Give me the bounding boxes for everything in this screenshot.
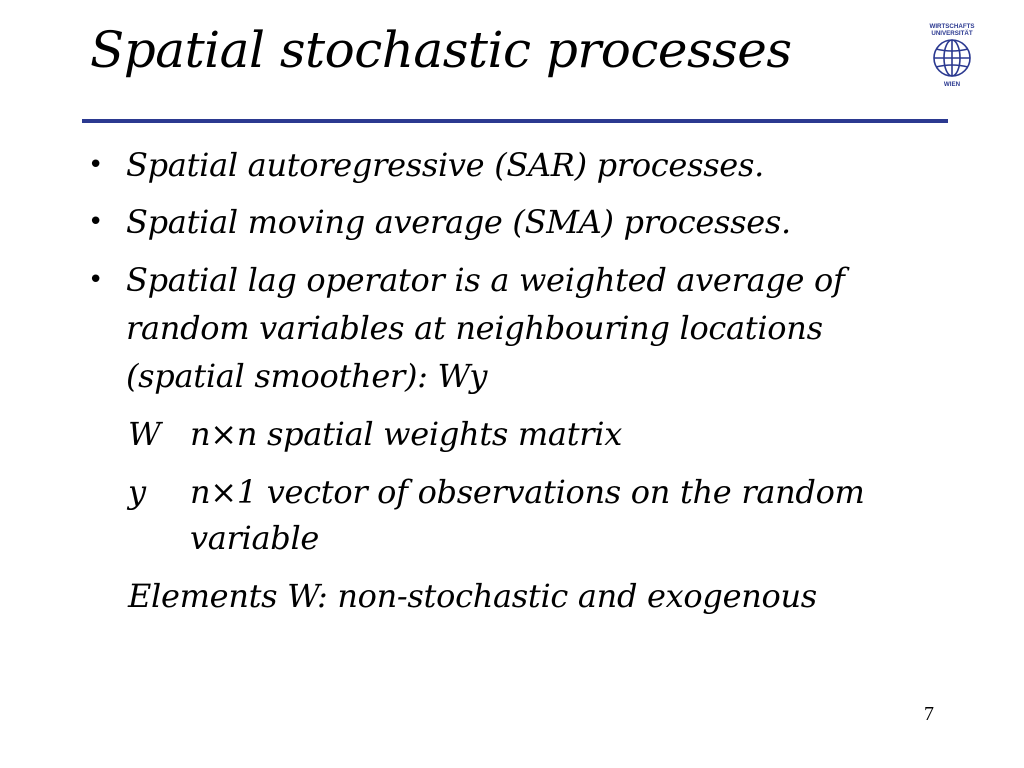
bullet-text: Spatial moving average (SMA) processes. — [126, 203, 791, 241]
definition-text: variable — [190, 519, 320, 557]
bullet-marker: • — [88, 150, 104, 180]
definition-symbol: y — [128, 473, 147, 511]
page-number: 7 — [924, 703, 934, 725]
bullet-marker: • — [88, 207, 104, 237]
logo-middle-text: UNIVERSITÄT — [931, 30, 973, 37]
slide-title: Spatial stochastic processes — [90, 21, 792, 79]
note-text: Elements W: non-stochastic and exogenous — [128, 577, 817, 615]
bullet-text-line: random variables at neighbouring locations — [126, 309, 823, 347]
logo-top-text: WIRTSCHAFTS — [929, 23, 975, 30]
definition-text: n×1 vector of observations on the random — [190, 473, 865, 511]
definition-text: n×n spatial weights matrix — [190, 415, 622, 453]
bullet-text-line — [126, 353, 487, 399]
math-expression: Wy — [437, 357, 488, 395]
bullet-text-fragment: (spatial smoother): — [126, 357, 428, 395]
logo-bottom-text: WIEN — [943, 81, 961, 88]
bullet-marker: • — [88, 265, 104, 295]
definition-symbol: W — [128, 415, 161, 453]
bullet-text: Spatial autoregressive (SAR) processes. — [126, 146, 764, 184]
bullet-text-line: Spatial lag operator is a weighted average of — [126, 261, 845, 299]
